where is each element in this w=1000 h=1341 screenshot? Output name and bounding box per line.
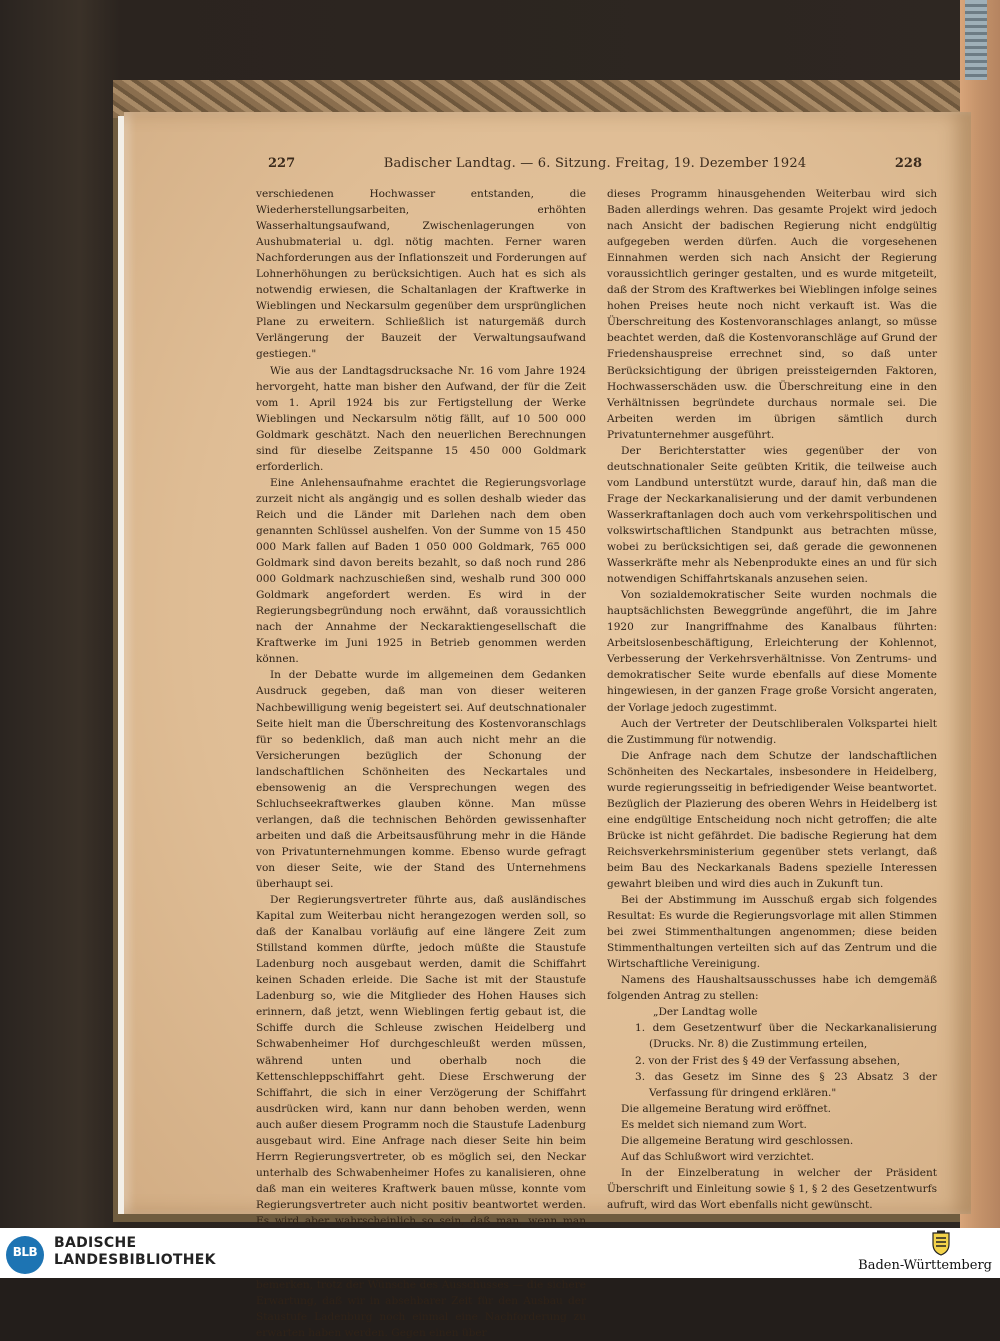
motion-intro: „Der Landtag wolle bbox=[653, 1006, 758, 1019]
spine-binding bbox=[965, 0, 987, 80]
motion-item: 2. von der Frist des § 49 der Verfassung absehen, bbox=[635, 1054, 901, 1067]
motion-item: 3. das Gesetz im Sinne des § 23 Absatz 3 der Verfassung für dringend erklären." bbox=[635, 1070, 937, 1099]
library-name[interactable] bbox=[54, 1235, 216, 1269]
proceedings-line: Es meldet sich niemand zum Wort. bbox=[621, 1118, 807, 1131]
paragraph: Namens des Haushaltsausschusses habe ich demgemäß folgenden Antrag zu stellen: bbox=[607, 974, 937, 1003]
paragraph: In der Debatte wurde im allgemeinen dem Gedanken Ausdruck gegeben, daß man von dieser weiteren Nachbewilligung wenig begeistert sei. Auf deutschnationaler Seite hielt man die Überschreitung des Kostenvoranschlags für so bedenklich, daß man auch nicht mehr an die Versicherungen bezüglich der Schonung der landschaftlichen Schönheiten des Neckartales und ebensowenig an die Versprechungen wegen des Schluchseekraftwerkes glauben könne. Man müsse verlangen, daß die technischen Behörden gewissenhafter arbeiten und daß die Arbeitsausführung mehr in die Hände von Privatunternehmungen komme. Ebenso wurde gefragt von dieser Seite, wie der Stand des Unternehmens überhaupt sei. bbox=[256, 669, 586, 891]
page-number-left: 227 bbox=[268, 156, 296, 171]
proceedings-line: Die allgemeine Beratung wird geschlossen. bbox=[621, 1134, 854, 1147]
library-name-line: LANDESBIBLIOTHEK bbox=[54, 1252, 216, 1268]
proceedings-line: In der Einzelberatung in welcher der Präsident Überschrift und Einleitung sowie § 1, § 2 des Gesetzentwurfs aufruft, wird das Wort ebenfalls nicht gewünscht. bbox=[607, 1166, 937, 1211]
text-column-left bbox=[256, 186, 586, 1341]
paragraph: Die Anfrage nach dem Schutze der landschaftlichen Schönheiten des Neckartales, insbesondere in Heidelberg, wurde regierungsseitig in befriedigender Weise beantwortet. Bezüglich der Plazierung des oberen Wehrs in Heidelberg ist eine endgültige Entscheidung noch nicht getroffen; die alte Brücke ist nicht gefährdet. Die badische Regierung hat dem Reichsverkehrsministerium gegenüber stets verlangt, daß beim Bau des Neckarkanals Badens spezielle Interessen gewahrt bleiben und wird dies auch in Zukunft tun. bbox=[607, 749, 937, 891]
paragraph: Wie aus der Landtagsdrucksache Nr. 16 vom Jahre 1924 hervorgeht, hatte man bisher den Aufwand, der für die Zeit vom 1. April 1924 bis zur Fertigstellung der Werke Wieblingen und Neckarsulm nötig fällt, auf 10 500 000 Goldmark geschätzt. Nach den neuerlichen Berechnungen sind für dieselbe Zeitspanne 15 450 000 Goldmark erforderlich. bbox=[256, 364, 586, 473]
running-head-title: Badischer Landtag. — 6. Sitzung. Freitag, 19. Dezember 1924 bbox=[383, 156, 807, 171]
paragraph: Von sozialdemokratischer Seite wurden nochmals die hauptsächlichsten Beweggründe angeführt, die im Jahre 1920 zur Inangriffnahme des Kanalbaus führten: Arbeitslosenbeschäftigung, Erleichterung der Kohlennot, Verbesserung der Verkehrsverhältnisse. Von Zentrums- und demokratischer Seite wurde ebenfalls auf diese Momente hingewiesen, in der ganzen Frage große Vorsicht angeraten, der Vorlage jedoch zugestimmt. bbox=[607, 589, 937, 714]
paragraph: dieses Programm hinausgehenden Weiterbau wird sich Baden allerdings wehren. Das gesamte Projekt wird jedoch nach Ansicht der badischen Regierung nicht endgültig aufgegeben werden dürfen. Auch die vorgesehenen Einnahmen werden sich nach Ansicht der Regierung voraussichtlich geringer gestalten, und es wurde mitgeteilt, daß der Strom des Kraftwerkes bei Wieblingen infolge seines hohen Preises heute noch nicht verkauft ist. Was die Überschreitung des Kostenvoranschlages anlangt, so müsse beachtet werden, daß die Kostenvoranschläge auf Grund der Friedenshauspreise errechnet sind, so daß unter Berücksichtigung der übrigen preissteigernden Faktoren, Hochwasserschäden usw. die Überschreitung eine in den Verhältnissen begründete durchaus normale sei. Die Arbeiten werden im übrigen sämtlich durch Privatunternehmer ausgeführt. bbox=[607, 188, 937, 441]
paragraph: verschiedenen Hochwasser entstanden, die Wiederherstellungsarbeiten, erhöhten Wasserhaltungsaufwand, Zwischenlagerungen von Aushubmaterial u. dgl. nötig machten. Ferner waren Nachforderungen aus der Inflationszeit und Forderungen auf Lohnerhöhungen zu berücksichtigen. Auch hat es sich als notwendig erwiesen, die Schaltanlagen der Kraftwerke in Wieblingen und Neckarsulm gegenüber dem ursprünglichen Plane zu erweitern. Schließlich ist naturgemäß durch Verlängerung der Bauzeit der Verwaltungsaufwand gestiegen." bbox=[256, 188, 586, 361]
paragraph: Eine Anlehensaufnahme erachtet die Regierungsvorlage zurzeit nicht als angängig und es sollen deshalb wieder das Reich und die Länder mit Darlehen nach dem oben genannten Schlüssel aushelfen. Von der Summe von 15 450 000 Mark fallen auf Baden 1 050 000 Goldmark, 765 000 Goldmark sind davon bereits bezahlt, so daß noch rund 286 000 Goldmark nachzuschießen sind, weshalb rund 300 000 Goldmark angefordert werden. Es wird in der Regierungsbegründung noch erwähnt, daß voraussichtlich nach der Annahme der Neckaraktiengesellschaft die Kraftwerke im Juni 1925 in Betrieb genommen werden können. bbox=[256, 476, 586, 666]
paragraph: Bei der Abstimmung im Ausschuß ergab sich folgendes Resultat: Es wurde die Regierungsvorlage mit allen Stimmen bei zwei Stimmenthaltungen angenommen; diese beiden Stimmenthaltungen verteilten sich auf das Zentrum und die Wirtschaftliche Vereinigung. bbox=[607, 894, 937, 971]
library-name-line: BADISCHE bbox=[54, 1235, 137, 1251]
running-head bbox=[268, 156, 922, 178]
text-column-right bbox=[607, 186, 937, 1213]
paragraph: Auch der Vertreter der Deutschliberalen Volkspartei hielt die Zustimmung für notwendig. bbox=[607, 717, 937, 746]
partner-name[interactable]: Baden-Württemberg bbox=[858, 1258, 992, 1273]
proceedings-line: Die allgemeine Beratung wird eröffnet. bbox=[621, 1102, 832, 1115]
paragraph: Der Berichterstatter wies gegenüber der von deutschnationaler Seite geübten Kritik, die teilweise auch vom Landbund unterstützt wurde, darauf hin, daß man die Frage der Neckarkanalisierung und der damit verbundenen Wasserkraftanlagen doch auch vom verkehrspolitischen und volkswirtschaftlichen Standpunkt aus betrachten müsse, wobei zu berücksichtigen sei, daß gerade die gewonnenen Wasserkräfte mehr als Nebenprodukte eines an und für sich notwendigen Schiffahrtskanals anzusehen seien. bbox=[607, 444, 937, 586]
proceedings-line: Auf das Schlußwort wird verzichtet. bbox=[621, 1150, 815, 1163]
motion-item: 1. dem Gesetzentwurf über die Neckarkanalisierung (Drucks. Nr. 8) die Zustimmung erteilen, bbox=[635, 1022, 937, 1051]
coat-of-arms-icon bbox=[928, 1230, 954, 1256]
blb-logo-text: BLB bbox=[12, 1245, 38, 1259]
page-number-right: 228 bbox=[894, 156, 922, 171]
paragraph: Der Regierungsvertreter führte aus, daß ausländisches Kapital zum Weiterbau nicht herangezogen werden soll, so daß der Kanalbau vorläufig auf eine längere Zeit zum Stillstand kommen dürfte, jedoch müßte die Staustufe Ladenburg noch ausgebaut werden, damit die Schiffahrt keinen Schaden erleide. Die Sache ist mit der Staustufe Ladenburg so, wie die Mitglieder des Hohen Hauses sich erinnern, daß jetzt, wenn Wieblingen fertig gebaut ist, die Schiffe durch die Schleuse zwischen Heidelberg und Schwabenheimer Hof durchgeschleußt werden müssen, während unten und oberhalb noch die Kettenschleppschiffahrt geht. Diese Erschwerung der Schiffahrt, die sich in einer Verzögerung der Schiffahrt ausdrücken wird, kann nur dann behoben werden, wenn auch außer diesem Programm noch die Staustufe Ladenburg ausgebaut wird. Eine Anfrage nach dieser Seite hin beim Herrn Regierungsvertreter, ob es möglich sei, den Neckar unterhalb des Schwabenheimer Hofes zu kanalisieren, ohne daß man ein weiteres Kraftwerk bauen müsse, konnte vom Regierungsvertreter auch nicht positiv beantwortet werden. Es wird aber wahrscheinlich so sein, daß man, wenn man bemerken, trotz der Wünsche des Ausschusses — die sichere Erwartung, daß wir in absehbarer Zeit für den Ausbau der Staustufe Ladenburg noch einmal eine Nachforderung zu erwarten haben werden. Gegen einen über bbox=[256, 894, 586, 1340]
viewer-footer bbox=[0, 1228, 1000, 1278]
blb-logo[interactable] bbox=[6, 1236, 44, 1274]
